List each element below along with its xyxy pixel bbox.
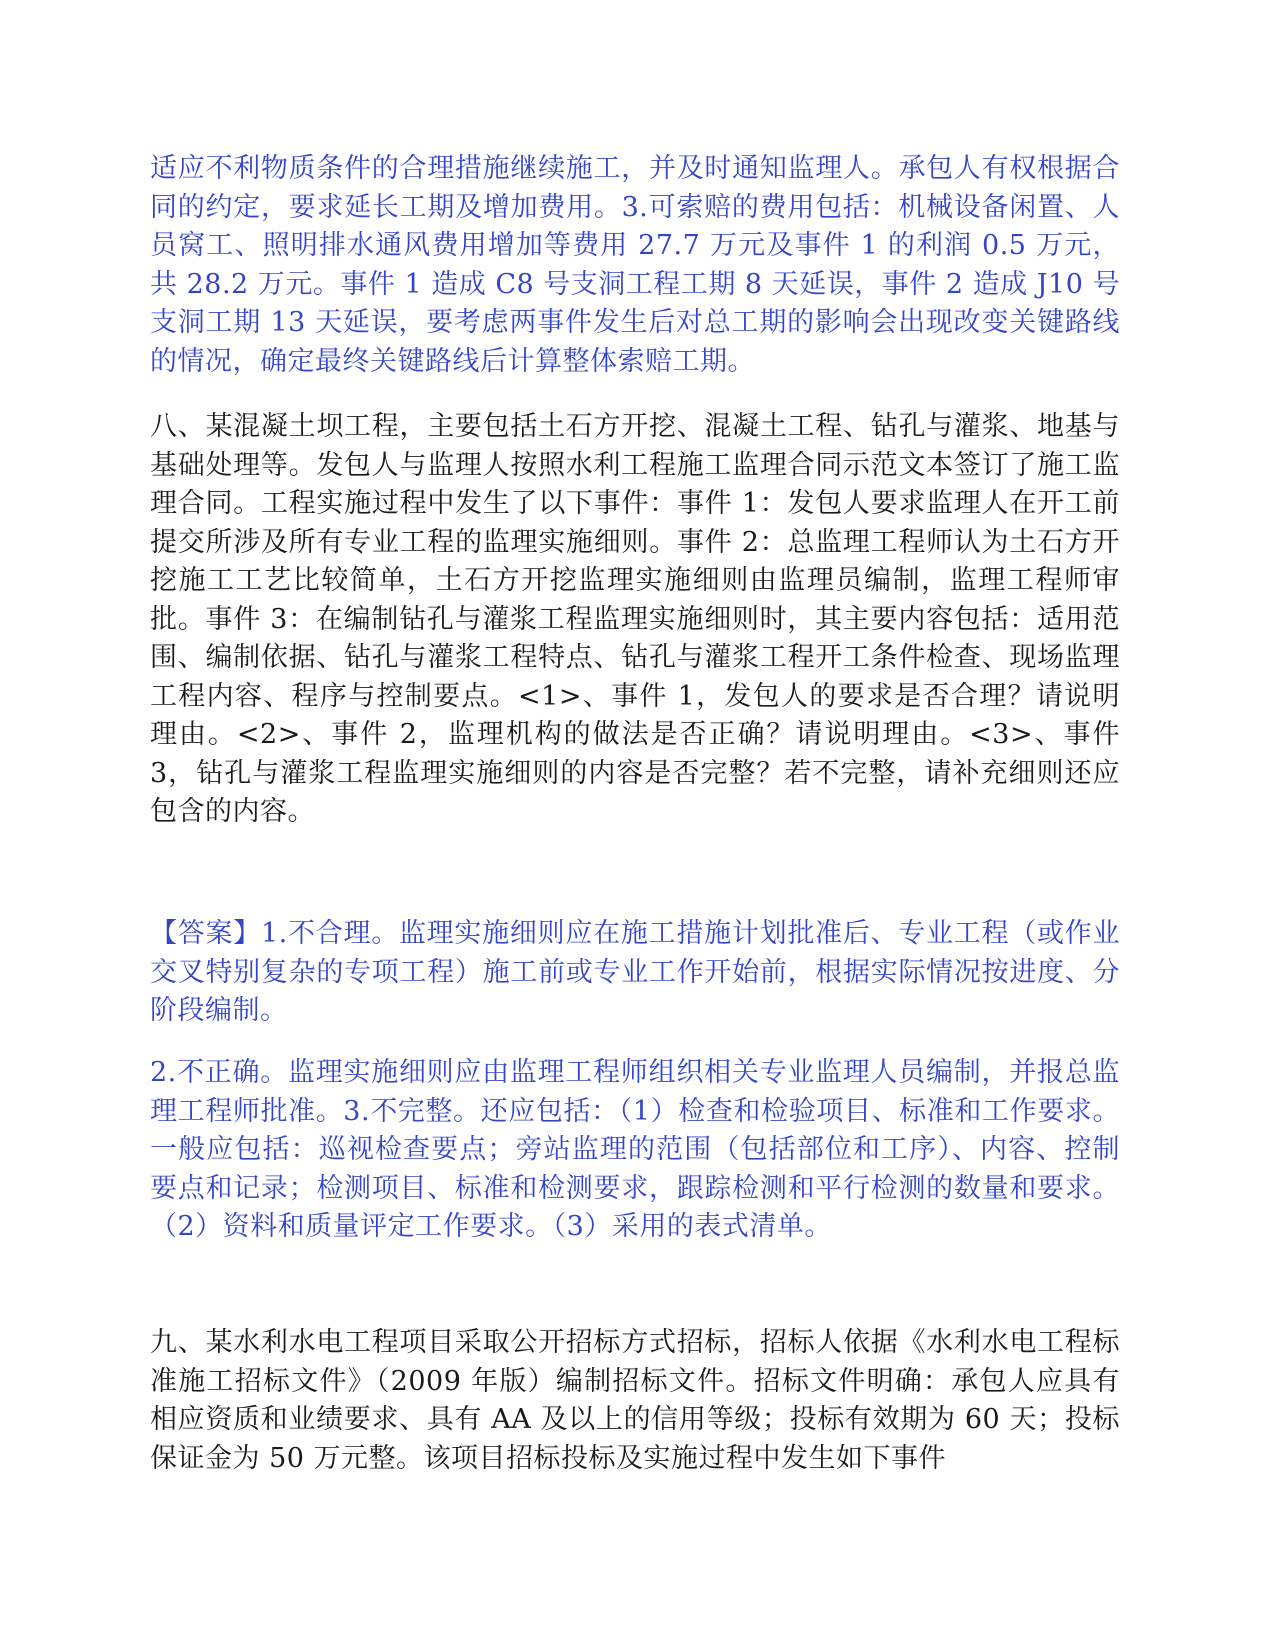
answer-8-part1-paragraph: 【答案】1.不合理。监理实施细则应在施工措施计划批准后、专业工程（或作业交叉特别复杂的专项工程）施工前或专业工作开始前，根据实际情况按进度、分阶段编制。: [150, 918, 1120, 1026]
question-8-paragraph: 八、某混凝土坝工程，主要包括土石方开挖、混凝土工程、钻孔与灌浆、地基与基础处理等。发包人与监理人按照水利工程施工监理合同示范文本签订了施工监理合同。工程实施过程中发生了以下事件：事件 1：发包人要求监理人在开工前提交所涉及所有专业工程的监理实施细则。事件 2：总监理工程师认为土石方开挖施工工艺比较简单，土石方开挖监理实施细则由监理员编制，监理工程师审批。事件 3：在编制钻孔与灌浆工程监理实施细则时，其主要内容包括：适用范围、编制依据、钻孔与灌浆工程特点、钻孔与灌浆工程开工条件检查、现场监理工程内容、程序与控制要点。<1>、事件 1，发包人的要求是否合理？请说明理由。<2>、事件 2，监理机构的做法是否正确？请说明理由。<3>、事件 3，钻孔与灌浆工程监理实施细则的内容是否完整？若不完整，请补充细则还应包含的内容。: [150, 411, 1120, 827]
answer-continuation-paragraph: 适应不利物质条件的合理措施继续施工，并及时通知监理人。承包人有权根据合同的约定，要求延长工期及增加费用。3.可索赔的费用包括：机械设备闲置、人员窝工、照明排水通风费用增加等费用 27.7 万元及事件 1 的利润 0.5 万元，共 28.2 万元。事件 1 造成 C8 号支洞工程工期 8 天延误，事件 2 造成 J10 号支洞工期 13 天延误，要考虑两事件发生后对总工期的影响会出现改变关键路线的情况，确定最终关键路线后计算整体索赔工期。: [150, 153, 1120, 377]
question-9-paragraph: 九、某水利水电工程项目采取公开招标方式招标，招标人依据《水利水电工程标准施工招标文件》（2009 年版）编制招标文件。招标文件明确：承包人应具有相应资质和业绩要求、具有 AA 及以上的信用等级；投标有效期为 60 天；投标保证金为 50 万元整。该项目招标投标及实施过程中发生如下事件: [150, 1327, 1120, 1474]
answer-8-part2-paragraph: 2.不正确。监理实施细则应由监理工程师组织相关专业监理人员编制，并报总监理工程师批准。3.不完整。还应包括：（1）检查和检验项目、标准和工作要求。一般应包括：巡视检查要点；旁站监理的范围（包括部位和工序）、内容、控制要点和记录；检测项目、标准和检测要求，跟踪检测和平行检测的数量和要求。（2）资料和质量评定工作要求。（3）采用的表式清单。: [150, 1057, 1120, 1242]
